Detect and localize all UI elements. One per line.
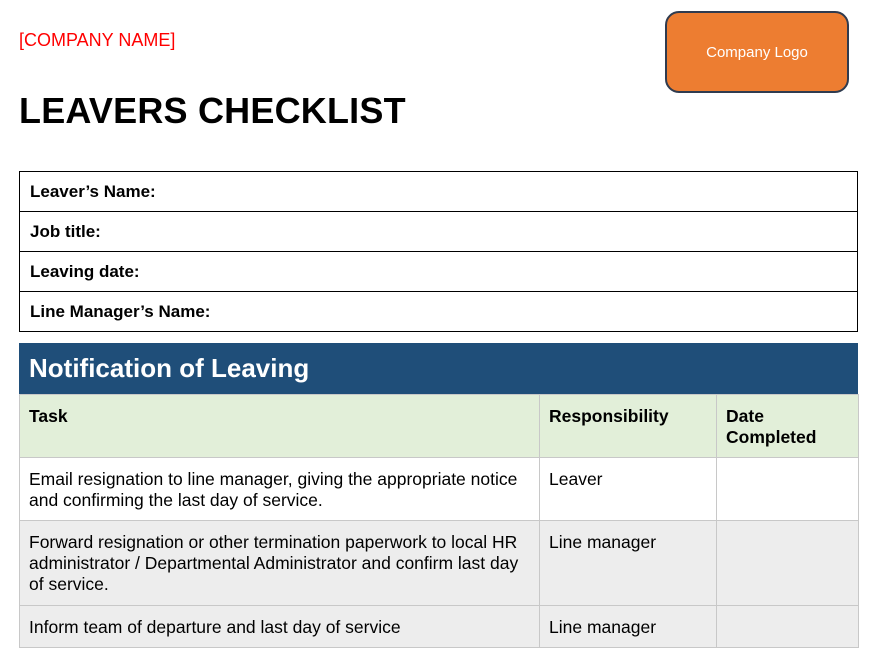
- date-completed-cell[interactable]: [717, 606, 859, 648]
- line-manager-name-label: Line Manager’s Name:: [30, 301, 211, 321]
- job-title-label: Job title:: [30, 221, 101, 241]
- leaver-info-table: [19, 171, 858, 332]
- date-completed-cell[interactable]: [717, 458, 859, 521]
- company-name: [COMPANY NAME]: [19, 30, 176, 50]
- date-completed-cell[interactable]: [717, 521, 859, 606]
- leaving-date-label: Leaving date:: [30, 261, 140, 281]
- table-row: [20, 458, 859, 521]
- table-row: [20, 606, 859, 648]
- column-header-date-completed: Date Completed: [717, 395, 859, 458]
- page-title: LEAVERS CHECKLIST: [19, 90, 406, 131]
- info-row-leaver-name: [20, 172, 858, 212]
- leaver-name-field[interactable]: [20, 172, 858, 212]
- info-row-line-manager-name: [20, 292, 858, 332]
- task-cell: Inform team of departure and last day of service: [20, 606, 540, 648]
- line-manager-name-field[interactable]: [20, 292, 858, 332]
- company-logo: [665, 11, 849, 93]
- column-header-task: Task: [20, 395, 540, 458]
- info-row-job-title: [20, 212, 858, 252]
- task-table-header: [20, 395, 859, 458]
- info-row-leaving-date: [20, 252, 858, 292]
- leaver-name-label: Leaver’s Name:: [30, 181, 156, 201]
- company-logo-label: Company Logo: [706, 43, 808, 61]
- responsibility-cell: Line manager: [540, 606, 717, 648]
- table-row: [20, 521, 859, 606]
- column-header-responsibility: Responsibility: [540, 395, 717, 458]
- task-cell: Email resignation to line manager, giving the appropriate notice and confirming the last day of service.: [20, 458, 540, 521]
- section-heading: Notification of Leaving: [19, 343, 858, 394]
- task-table: [19, 394, 859, 648]
- responsibility-cell: Leaver: [540, 458, 717, 521]
- leaving-date-field[interactable]: [20, 252, 858, 292]
- task-cell: Forward resignation or other termination paperwork to local HR administrator / Departmental Administrator and confirm last day of service.: [20, 521, 540, 606]
- notification-of-leaving-section: [19, 343, 858, 648]
- responsibility-cell: Line manager: [540, 521, 717, 606]
- job-title-field[interactable]: [20, 212, 858, 252]
